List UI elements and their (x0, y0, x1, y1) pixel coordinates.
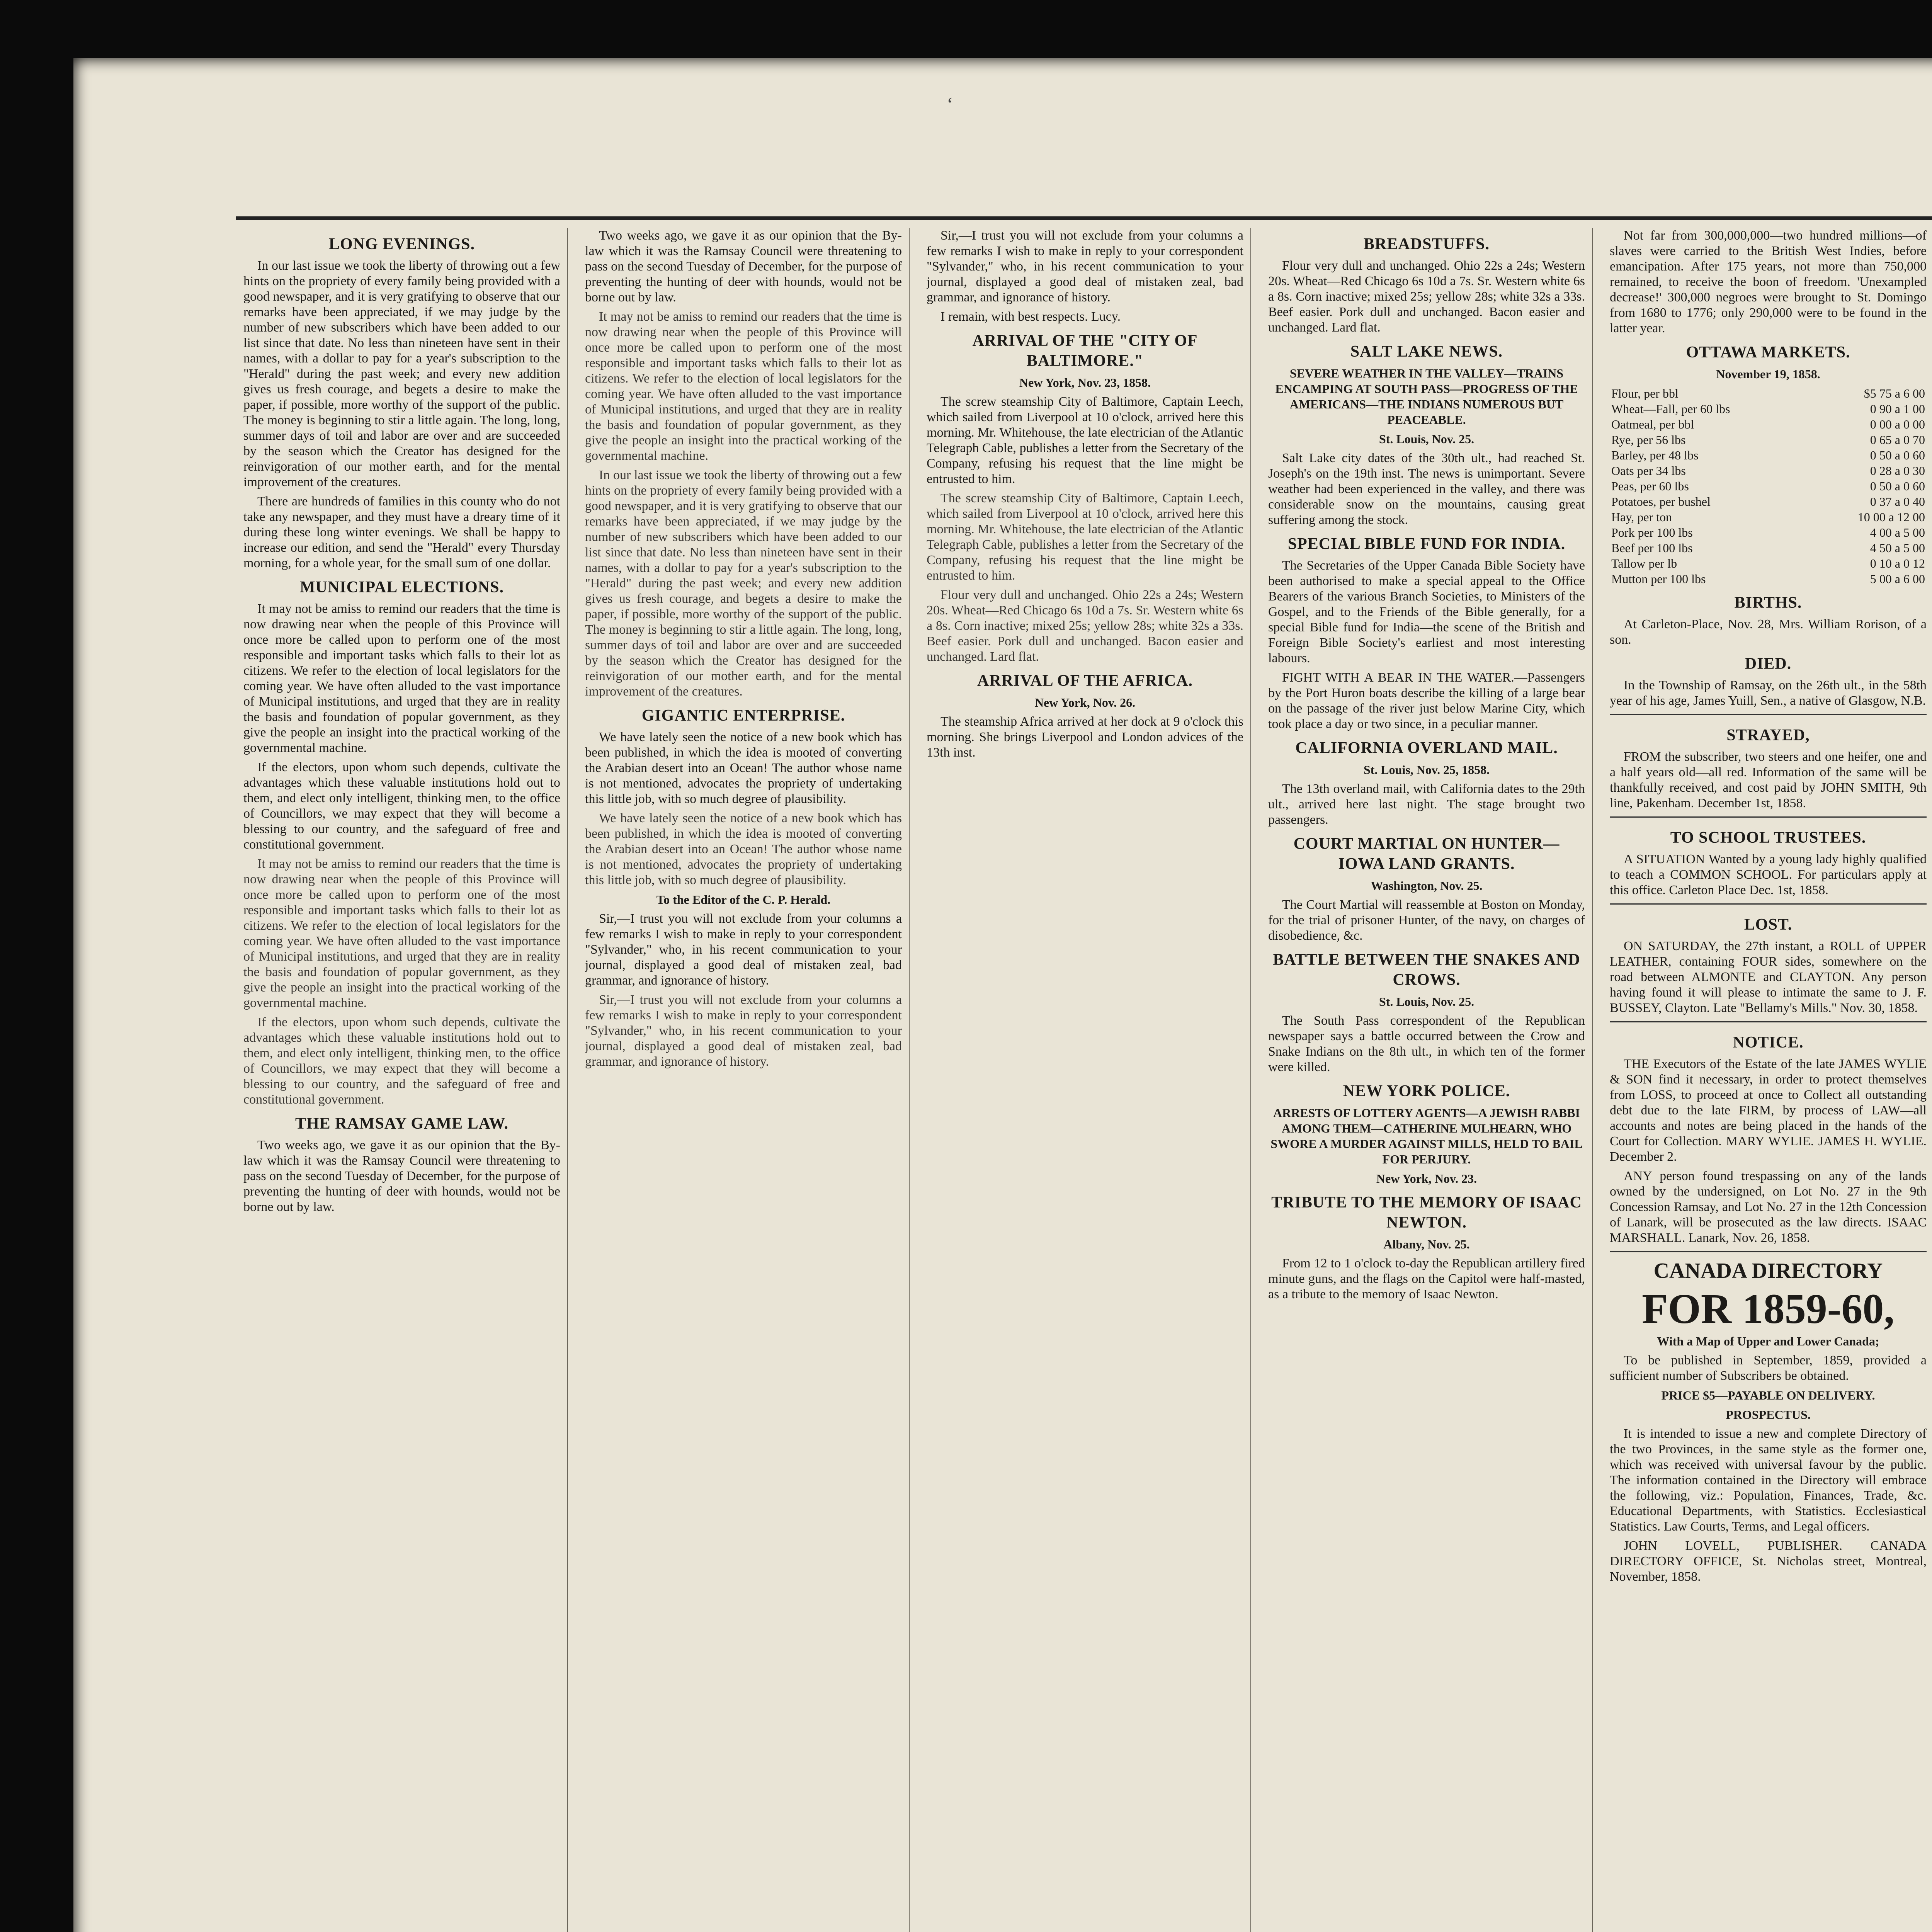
price-value: 4 50 a 5 00 (1870, 541, 1925, 555)
heading-ottawa-markets: OTTAWA MARKETS. (1686, 344, 1850, 361)
article-body: If the electors, upon whom such depends, cultivate the advantages which these valuable institutions hold out to them, and elect only intelligent, thinking men, to the office of Councillors, we may expect that they will become a blessing to our country, and the safeguard of free and constitutional government. (243, 1015, 560, 1107)
heading-gigantic-enterprise: GIGANTIC ENTERPRISE. (641, 707, 845, 724)
letter-body: Sir,—I trust you will not exclude from your columns a few remarks I wish to make in reply to your correspondent "Sylvander," who, in his recent communication to your journal, displayed a good deal of mistaken zeal, bad grammar, and ignorance of history. (927, 228, 1243, 304)
ad-canada-directory (1610, 1251, 1927, 1585)
column-3 (927, 228, 1251, 1932)
column-2 (585, 228, 910, 1932)
letter-signature: I remain, with best respects. Lucy. (940, 310, 1121, 324)
article-body: FIGHT WITH A BEAR IN THE WATER.—Passengers by the Port Huron boats describe the killing of a large bear on the passage of the river just below Marine City, which took place a day or two since, in a peculiar manner. (1268, 670, 1585, 731)
dateline: November 19, 1858. (1716, 367, 1820, 381)
article-body: In our last issue we took the liberty of throwing out a few hints on the propriety of every family being provided with a good newspaper, and it is very gratifying to observe that our remarks have been appreciated, if we may judge by the number of new subscribers which have been added to our list since that date. No less than nineteen have sent in their names, with a dollar to pay for a year's subscription to the "Herald" during the past week; and every new addition gives us fresh courage, and begets a desire to make the paper, if possible, more worthy of the support of the public. The money is beginning to stir a little again. The long, long, summer days of toil and labor are over and are succeeded by the season which the Creator has designed for the reinvigoration of our mother earth, and for the mental improvement of the creatures. (585, 468, 902, 699)
heading-salt-lake: SALT LAKE NEWS. (1350, 343, 1503, 361)
heading-arrival-africa: ARRIVAL OF THE AFRICA. (977, 672, 1193, 690)
price-row (1610, 417, 1927, 432)
price-row (1610, 494, 1927, 509)
price-row (1610, 509, 1927, 525)
heading-long-evenings: LONG EVENINGS. (328, 235, 475, 253)
price-row (1610, 401, 1927, 417)
article-body: From 12 to 1 o'clock to-day the Republican artillery fired minute guns, and the flags on the Capitol were half-masted, as a tribute to the memory of Isaac Newton. (1268, 1256, 1585, 1301)
heading-bible-fund: SPECIAL BIBLE FUND FOR INDIA. (1287, 535, 1566, 553)
ad-price: PRICE $5—PAYABLE ON DELIVERY. (1661, 1388, 1875, 1402)
article-body: In our last issue we took the liberty of throwing out a few hints on the propriety of every family being provided with a good newspaper, and it is very gratifying to observe that our remarks have been appreciated, if we may judge by the number of new subscribers which have been added to our list since that date. No less than nineteen have sent in their names, with a dollar to pay for a year's subscription to the "Herald" during the past week; and every new addition gives us fresh courage, and begets a desire to make the paper, if possible, more worthy of the support of the public. The money is beginning to stir a little again. The long, long, summer days of toil and labor are over and are succeeded by the season which the Creator has designed for the reinvigoration of our mother earth, and for the mental improvement of the creatures. (243, 259, 560, 489)
dateline: St. Louis, Nov. 25, 1858. (1363, 763, 1490, 777)
ad-heading: CANADA DIRECTORY (1653, 1259, 1883, 1283)
price-item: Beef per 100 lbs (1611, 541, 1693, 555)
price-item: Tallow per lb (1611, 556, 1677, 570)
market-price-table (1610, 386, 1927, 587)
ad-body: THE Executors of the Estate of the late JAMES WYLIE & SON find it necessary, in order to protect themselves from LOSS, to proceed at once to Collect all outstanding debt due to the late FIRM, by process of LAW—all accounts and notes are being placed in the hands of the Court for Collection. MARY WYLIE. JAMES H. WYLIE. December 2. (1610, 1057, 1927, 1164)
ad-body: To be published in September, 1859, provided a sufficient number of Subscribers be obtained. (1610, 1353, 1927, 1383)
ad-body: FROM the subscriber, two steers and one heifer, one and a half years old—all red. Information of the same will be thankfully received, and cost paid by JOHN SMITH, 9th line, Pakenham. December 1st, 1858. (1610, 750, 1927, 810)
article-body: If the electors, upon whom such depends, cultivate the advantages which these valuable institutions hold out to them, and elect only intelligent, thinking men, to the office of Councillors, we may expect that they will become a blessing to our country, and the safeguard of free and constitutional government. (243, 760, 560, 852)
column-1 (243, 228, 568, 1932)
price-row (1610, 556, 1927, 571)
columns (243, 228, 1932, 1932)
price-item: Barley, per 48 lbs (1611, 448, 1699, 462)
price-item: Oatmeal, per bbl (1611, 417, 1694, 431)
ad-body: ON SATURDAY, the 27th instant, a ROLL of UPPER LEATHER, containing FOUR sides, somewhere on the road between ALMONTE and CLAYTON. Any person having found it will please to intimate the same to J. F. BUSSEY, Clayton. Late "Bellamy's Mills." Nov. 30, 1858. (1610, 939, 1927, 1015)
article-body: The Secretaries of the Upper Canada Bible Society have been authorised to make a special appeal to the Office Bearers of the various Branch Societies, to Ministers of the Gospel, and to the Friends of the Bible generally, for a special Bible fund for India—the scene of the British and Foreign Bible Society's earliest and most interesting labours. (1268, 558, 1585, 665)
letter-body: Sir,—I trust you will not exclude from your columns a few remarks I wish to make in reply to your correspondent "Sylvander," who, in his recent communication to your journal, displayed a good deal of mistaken zeal, bad grammar, and ignorance of history. (585, 912, 902, 988)
article-body: The steamship Africa arrived at her dock at 9 o'clock this morning. She brings Liverpool and London advices of the 13th inst. (927, 714, 1243, 760)
heading-died: DIED. (1745, 655, 1792, 673)
ad-school-trustees (1610, 816, 1927, 898)
heading-arrival-baltimore: ARRIVAL OF THE "CITY OF BALTIMORE." (972, 332, 1198, 370)
price-value: $5 75 a 6 00 (1864, 386, 1925, 400)
subheading: SEVERE WEATHER IN THE VALLEY—TRAINS ENCAMPING AT SOUTH PASS—PROGRESS OF THE AMERICANS—THE INDIANS NUMEROUS BUT PEACEABLE. (1275, 366, 1578, 427)
heading-municipal-elections: MUNICIPAL ELECTIONS. (300, 578, 504, 596)
header-rule (236, 216, 1932, 220)
ad-body: It is intended to issue a new and complete Directory of the two Provinces, in the same style as the former one, which was received with universal favour by the public. The information contained in the Directory will embrace the following, viz.: Population, Finances, Trade, &c. Educational Departments, with Statistics. Ecclesiastical Statistics. Law Courts, Terms, and Legal officers. (1610, 1427, 1927, 1534)
article-body: It may not be amiss to remind our readers that the time is now drawing near when the people of this Province will once more be called upon to perform one of the most responsible and important tasks which falls to their lot as citizens. We refer to the election of local legislators for the coming year. We have often alluded to the vast importance of Municipal institutions, and urged that they are in reality the basis and foundation of popular government, as they give the people an insight into the practical working of the governmental machine. (243, 857, 560, 1010)
heading-overland-mail: CALIFORNIA OVERLAND MAIL. (1295, 739, 1558, 757)
ad-heading: LOST. (1744, 916, 1793, 934)
article-body: It may not be amiss to remind our readers that the time is now drawing near when the people of this Province will once more be called upon to perform one of the most responsible and important tasks which falls to their lot as citizens. We refer to the election of local legislators for the coming year. We have often alluded to the vast importance of Municipal institutions, and urged that they are in reality the basis and foundation of popular government, as they give the people an insight into the practical working of the governmental machine. (243, 602, 560, 755)
price-item: Flour, per bbl (1611, 386, 1679, 400)
dateline: St. Louis, Nov. 25. (1379, 995, 1475, 1009)
dateline: New York, Nov. 23. (1376, 1172, 1477, 1185)
heading-ramsay-game-law: THE RAMSAY GAME LAW. (295, 1115, 509, 1133)
price-row (1610, 463, 1927, 478)
price-row (1610, 386, 1927, 401)
article-body: The screw steamship City of Baltimore, Captain Leech, which sailed from Liverpool at 10 o'clock, arrived here this morning. Mr. Whitehouse, the late electrician of the Atlantic Telegraph Cable, publishes a letter from the Secretary of the Company, refusing his request that the line might be entrusted to him. (927, 395, 1243, 486)
price-value: 4 00 a 5 00 (1870, 526, 1925, 539)
ad-heading: STRAYED, (1726, 726, 1810, 744)
notice-body: At Carleton-Place, Nov. 28, Mrs. William Rorison, of a son. (1610, 617, 1927, 647)
article-body: The South Pass correspondent of the Republican newspaper says a battle occurred between the Crow and Snake Indians on the 8th ult., in which ten of the former were killed. (1268, 1014, 1585, 1074)
ad-body: ANY person found trespassing on any of the lands owned by the undersigned, on Lot No. 27 in the 9th Concession Ramsay, and Lot No. 27 in the 12th Concession of Lanark, will be prosecuted as the law directs. ISAAC MARSHALL. Lanark, Nov. 26, 1858. (1610, 1169, 1927, 1245)
heading-snakes-crows: BATTLE BETWEEN THE SNAKES AND CROWS. (1273, 951, 1580, 989)
article-body: Two weeks ago, we gave it as our opinion that the By-law which it was the Ramsay Council were threatening to pass on the second Tuesday of December, for the purpose of preventing the hunting of deer with hounds, would not be borne out by law. (585, 228, 902, 304)
price-value: 0 10 a 0 12 (1870, 556, 1925, 570)
price-row (1610, 571, 1927, 587)
ad-lost (1610, 903, 1927, 1016)
price-value: 0 65 a 0 70 (1870, 433, 1925, 447)
price-value: 0 50 a 0 60 (1870, 448, 1925, 462)
article-body: Salt Lake city dates of the 30th ult., had reached St. Joseph's on the 19th inst. The news is unimportant. Severe weather had been experienced in the valley, and there was considerable snow on the mountains, causing great suffering among the stock. (1268, 451, 1585, 527)
dateline: Albany, Nov. 25. (1383, 1237, 1470, 1251)
price-item: Wheat—Fall, per 60 lbs (1611, 402, 1730, 416)
letter-heading: To the Editor of the C. P. Herald. (656, 893, 831, 906)
price-value: 0 50 a 0 60 (1870, 479, 1925, 493)
ad-strayed (1610, 714, 1927, 811)
price-item: Peas, per 60 lbs (1611, 479, 1689, 493)
column-4 (1268, 228, 1593, 1932)
notice-body: In the Township of Ramsay, on the 26th ult., in the 58th year of his age, James Yuill, Sen., a native of Glasgow, N.B. (1610, 678, 1927, 708)
article-body: It may not be amiss to remind our readers that the time is now drawing near when the people of this Province will once more be called upon to perform one of the most responsible and important tasks which falls to their lot as citizens. We refer to the election of local legislators for the coming year. We have often alluded to the vast importance of Municipal institutions, and urged that they are in reality the basis and foundation of popular government, as they give the people an insight into the practical working of the governmental machine. (585, 310, 902, 463)
ad-subheading: PROSPECTUS. (1726, 1408, 1811, 1422)
price-item: Rye, per 56 lbs (1611, 433, 1686, 447)
price-row (1610, 540, 1927, 556)
page-mark: ʻ (947, 93, 953, 115)
price-row (1610, 525, 1927, 540)
price-value: 10 00 a 12 00 (1857, 510, 1925, 524)
article-body: We have lately seen the notice of a new book which has been published, in which the idea is mooted of converting the Arabian desert into an Ocean! The author whose name is not mentioned, advocates the propriety of undertaking this little job, with so much degree of plausibility. (585, 811, 902, 887)
article-body: The Court Martial will reassemble at Boston on Monday, for the trial of prisoner Hunter, of the navy, on charges of disobedience, &c. (1268, 898, 1585, 943)
article-body: The 13th overland mail, with California dates to the 29th ult., arrived here last night. The stage brought two passengers. (1268, 782, 1585, 827)
letter-body: Sir,—I trust you will not exclude from your columns a few remarks I wish to make in reply to your correspondent "Sylvander," who, in his recent communication to your journal, displayed a good deal of mistaken zeal, bad grammar, and ignorance of history. (585, 993, 902, 1069)
price-row (1610, 478, 1927, 494)
dateline: New York, Nov. 26. (1034, 696, 1136, 709)
price-value: 0 90 a 1 00 (1870, 402, 1925, 416)
price-item: Potatoes, per bushel (1611, 495, 1711, 509)
price-value: 5 00 a 6 00 (1870, 572, 1925, 586)
article-body: Flour very dull and unchanged. Ohio 22s a 24s; Western 20s. Wheat—Red Chicago 6s 10d a 7s. Sr. Western white 6s a 8s. Corn inactive; mixed 25s; yellow 28s; white 32s a 33s. Beef easier. Pork dull and unchanged. Bacon easier and unchanged. Lard flat. (927, 588, 1243, 664)
article-body: The screw steamship City of Baltimore, Captain Leech, which sailed from Liverpool at 10 o'clock, arrived here this morning. Mr. Whitehouse, the late electrician of the Atlantic Telegraph Cable, publishes a letter from the Secretary of the Company, refusing his request that the line might be entrusted to him. (927, 491, 1243, 583)
price-row (1610, 432, 1927, 447)
ad-heading: NOTICE. (1733, 1034, 1804, 1051)
ad-heading-large: FOR 1859-60, (1642, 1285, 1895, 1332)
heading-court-martial: COURT MARTIAL ON HUNTER— IOWA LAND GRANTS. (1293, 835, 1560, 873)
price-item: Oats per 34 lbs (1611, 464, 1686, 478)
ad-signature: JOHN LOVELL, PUBLISHER. CANADA DIRECTORY OFFICE, St. Nicholas street, Montreal, November, 1858. (1610, 1539, 1927, 1584)
ad-notice (1610, 1021, 1927, 1246)
price-value: 0 00 a 0 00 (1870, 417, 1925, 431)
heading-births: BIRTHS. (1734, 594, 1802, 612)
newspaper-page (73, 58, 1932, 1932)
heading-tribute-newton: TRIBUTE TO THE MEMORY OF ISAAC NEWTON. (1271, 1194, 1582, 1231)
price-item: Mutton per 100 lbs (1611, 572, 1706, 586)
column-5 (1610, 228, 1932, 1932)
heading-breadstuffs: BREADSTUFFS. (1364, 235, 1490, 253)
dateline: New York, Nov. 23, 1858. (1019, 376, 1151, 389)
price-value: 0 37 a 0 40 (1870, 495, 1925, 509)
ad-body: A SITUATION Wanted by a young lady highly qualified to teach a COMMON SCHOOL. For particulars apply at this office. Carleton Place Dec. 1st, 1858. (1610, 852, 1927, 897)
price-value: 0 28 a 0 30 (1870, 464, 1925, 478)
article-body: We have lately seen the notice of a new book which has been published, in which the idea is mooted of converting the Arabian desert into an Ocean! The author whose name is not mentioned, advocates the propriety of undertaking this little job, with so much degree of plausibility. (585, 730, 902, 806)
dateline: Washington, Nov. 25. (1371, 879, 1483, 893)
ad-subheading: With a Map of Upper and Lower Canada; (1657, 1334, 1879, 1348)
article-body: Two weeks ago, we gave it as our opinion that the By-law which it was the Ramsay Council were threatening to pass on the second Tuesday of December, for the purpose of preventing the hunting of deer with hounds, would not be borne out by law. (243, 1138, 560, 1214)
dateline: St. Louis, Nov. 25. (1379, 432, 1475, 446)
ad-heading: TO SCHOOL TRUSTEES. (1670, 829, 1866, 847)
article-body: Not far from 300,000,000—two hundred millions—of slaves were carried to the British West Indies, before emancipation. After 175 years, not more than 750,000 remained, to receive the boon of freedom. 'Unexampled decrease!' 300,000 negroes were brought to St. Domingo from 1680 to 1776; only 290,000 were to be found in the latter year. (1610, 228, 1927, 335)
article-body: Flour very dull and unchanged. Ohio 22s a 24s; Western 20s. Wheat—Red Chicago 6s 10d a 7s. Sr. Western white 6s a 8s. Corn inactive; mixed 25s; yellow 28s; white 32s a 33s. Beef easier. Pork dull and unchanged. Bacon easier and unchanged. Lard flat. (1268, 259, 1585, 335)
price-item: Pork per 100 lbs (1611, 526, 1693, 539)
subheading: ARRESTS OF LOTTERY AGENTS—A JEWISH RABBI AMONG THEM—CATHERINE MULHEARN, WHO SWORE A MURDER AGAINST MILLS, HELD TO BAIL FOR PERJURY. (1270, 1106, 1583, 1166)
price-row (1610, 447, 1927, 463)
heading-ny-police: NEW YORK POLICE. (1343, 1082, 1510, 1100)
article-body: There are hundreds of families in this county who do not take any newspaper, and they must have a dreary time of it during these long winter evenings. We shall be happy to increase our edition, and send the "Herald" every Thursday morning, for a whole year, for the small sum of one dollar. (243, 494, 560, 570)
price-item: Hay, per ton (1611, 510, 1672, 524)
